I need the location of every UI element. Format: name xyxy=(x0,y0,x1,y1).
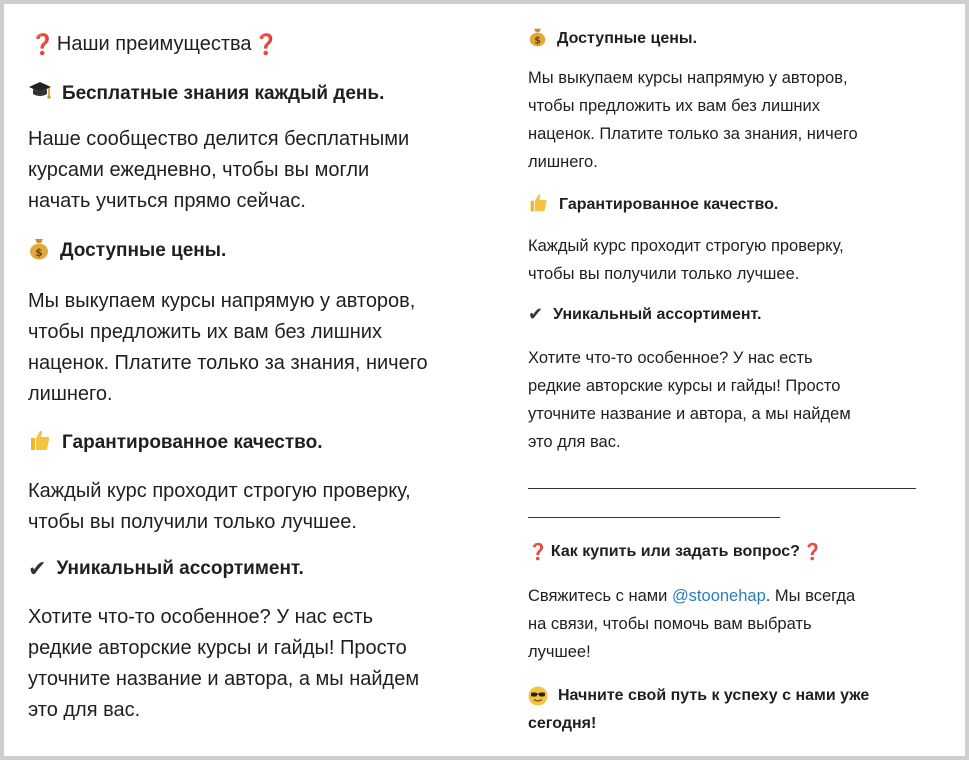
graduation-cap-icon xyxy=(28,80,52,108)
text-line: Мы выкупаем курсы напрямую у авторов, xyxy=(528,69,848,87)
heading-affordable-prices xyxy=(528,26,697,52)
paragraph-unique-assortment xyxy=(28,602,478,726)
heading-guaranteed-quality xyxy=(28,428,322,458)
text-line: Хотите что-то особенное? У нас есть xyxy=(28,606,374,628)
heading-unique-assortment xyxy=(28,556,304,582)
divider-short xyxy=(528,517,780,518)
check-mark-icon: ✔ xyxy=(528,304,544,324)
heading-text: Гарантированное качество. xyxy=(62,432,323,453)
text-line: чтобы вы получили только лучшее. xyxy=(28,511,357,533)
paragraph-affordable-prices xyxy=(28,286,478,410)
paragraph-guaranteed-quality xyxy=(528,232,920,288)
heading-text: Гарантированное качество. xyxy=(559,196,779,213)
heading-unique-assortment xyxy=(528,304,761,325)
text-line: Мы выкупаем курсы напрямую у авторов, xyxy=(28,290,416,312)
text-line: курсами ежедневно, чтобы вы могли xyxy=(28,159,370,181)
text-line: лучшее! xyxy=(528,643,591,661)
thumbs-up-icon xyxy=(28,428,52,458)
text-line: Каждый курс проходит строгую проверку, xyxy=(528,237,844,255)
check-mark-icon: ✔ xyxy=(28,556,47,581)
paragraph-unique-assortment xyxy=(528,344,920,456)
heading-how-to-buy xyxy=(528,542,826,562)
heading-text: Бесплатные знания каждый день. xyxy=(62,83,385,104)
closing-text xyxy=(528,682,870,738)
text-line: Каждый курс проходит строгую проверку, xyxy=(28,480,411,502)
heading-text: Уникальный ассортимент. xyxy=(56,558,304,579)
telegram-username-link[interactable]: @stoonehap xyxy=(671,587,766,605)
svg-text:$: $ xyxy=(534,35,541,47)
thumbs-up-icon xyxy=(528,192,549,218)
money-bag-icon xyxy=(528,26,547,52)
text-line: это для вас. xyxy=(28,699,141,721)
paragraph-contact xyxy=(528,582,920,666)
question-mark-icon: ❓ xyxy=(253,34,279,56)
title-text: Наши преимущества xyxy=(56,33,252,55)
text-line: на связи, чтобы помочь вам выбрать xyxy=(528,615,812,633)
text-line xyxy=(528,582,920,610)
closing-message xyxy=(528,682,869,738)
heading-free-knowledge xyxy=(28,80,384,108)
heading-affordable-prices xyxy=(28,236,226,266)
text-line: наценок. Платите только за знания, ничего xyxy=(528,125,858,143)
contact-pre-text: Свяжитесь с нами xyxy=(528,587,672,605)
text-line: Хотите что-то особенное? У нас есть xyxy=(528,349,813,367)
divider-long xyxy=(528,488,916,489)
section-title xyxy=(28,32,280,57)
question-mark-icon: ❓ xyxy=(30,34,55,56)
message-panel xyxy=(4,4,965,756)
closing-line: Начните свой путь к успеху с нами уже xyxy=(558,687,870,704)
text-line: редкие авторские курсы и гайды! Просто xyxy=(528,377,841,395)
heading-guaranteed-quality xyxy=(528,192,778,218)
sunglasses-face-icon xyxy=(528,686,548,716)
text-line: Наше сообщество делится бесплатными xyxy=(28,128,410,150)
paragraph-free-knowledge xyxy=(28,124,478,217)
text-line: чтобы предложить их вам без лишних xyxy=(528,97,821,115)
text-line: лишнего. xyxy=(28,383,113,405)
text-line: наценок. Платите только за знания, ничего xyxy=(28,352,428,374)
paragraph-guaranteed-quality xyxy=(28,476,478,538)
heading-text: Уникальный ассортимент. xyxy=(553,305,762,323)
contact-post-text: . Мы всегда xyxy=(765,587,856,605)
text-line: это для вас. xyxy=(528,433,621,451)
text-line: уточните название и автора, а мы найдем xyxy=(28,668,420,690)
text-line: редкие авторские курсы и гайды! Просто xyxy=(28,637,407,659)
heading-text: Как купить или задать вопрос? xyxy=(550,543,800,560)
heading-text: Доступные цены. xyxy=(557,30,698,47)
heading-text: Доступные цены. xyxy=(60,240,227,261)
text-line: лишнего. xyxy=(528,153,598,171)
paragraph-affordable-prices xyxy=(528,64,920,176)
money-bag-icon xyxy=(28,236,50,266)
question-mark-icon: ❓ xyxy=(528,544,548,561)
svg-text:$: $ xyxy=(35,246,43,259)
question-mark-icon: ❓ xyxy=(802,544,823,561)
text-line: уточните название и автора, а мы найдем xyxy=(528,405,851,423)
text-line: чтобы предложить их вам без лишних xyxy=(28,321,382,343)
text-line: чтобы вы получили только лучшее. xyxy=(528,265,800,283)
closing-line: сегодня! xyxy=(528,715,597,732)
text-line: начать учиться прямо сейчас. xyxy=(28,190,306,212)
